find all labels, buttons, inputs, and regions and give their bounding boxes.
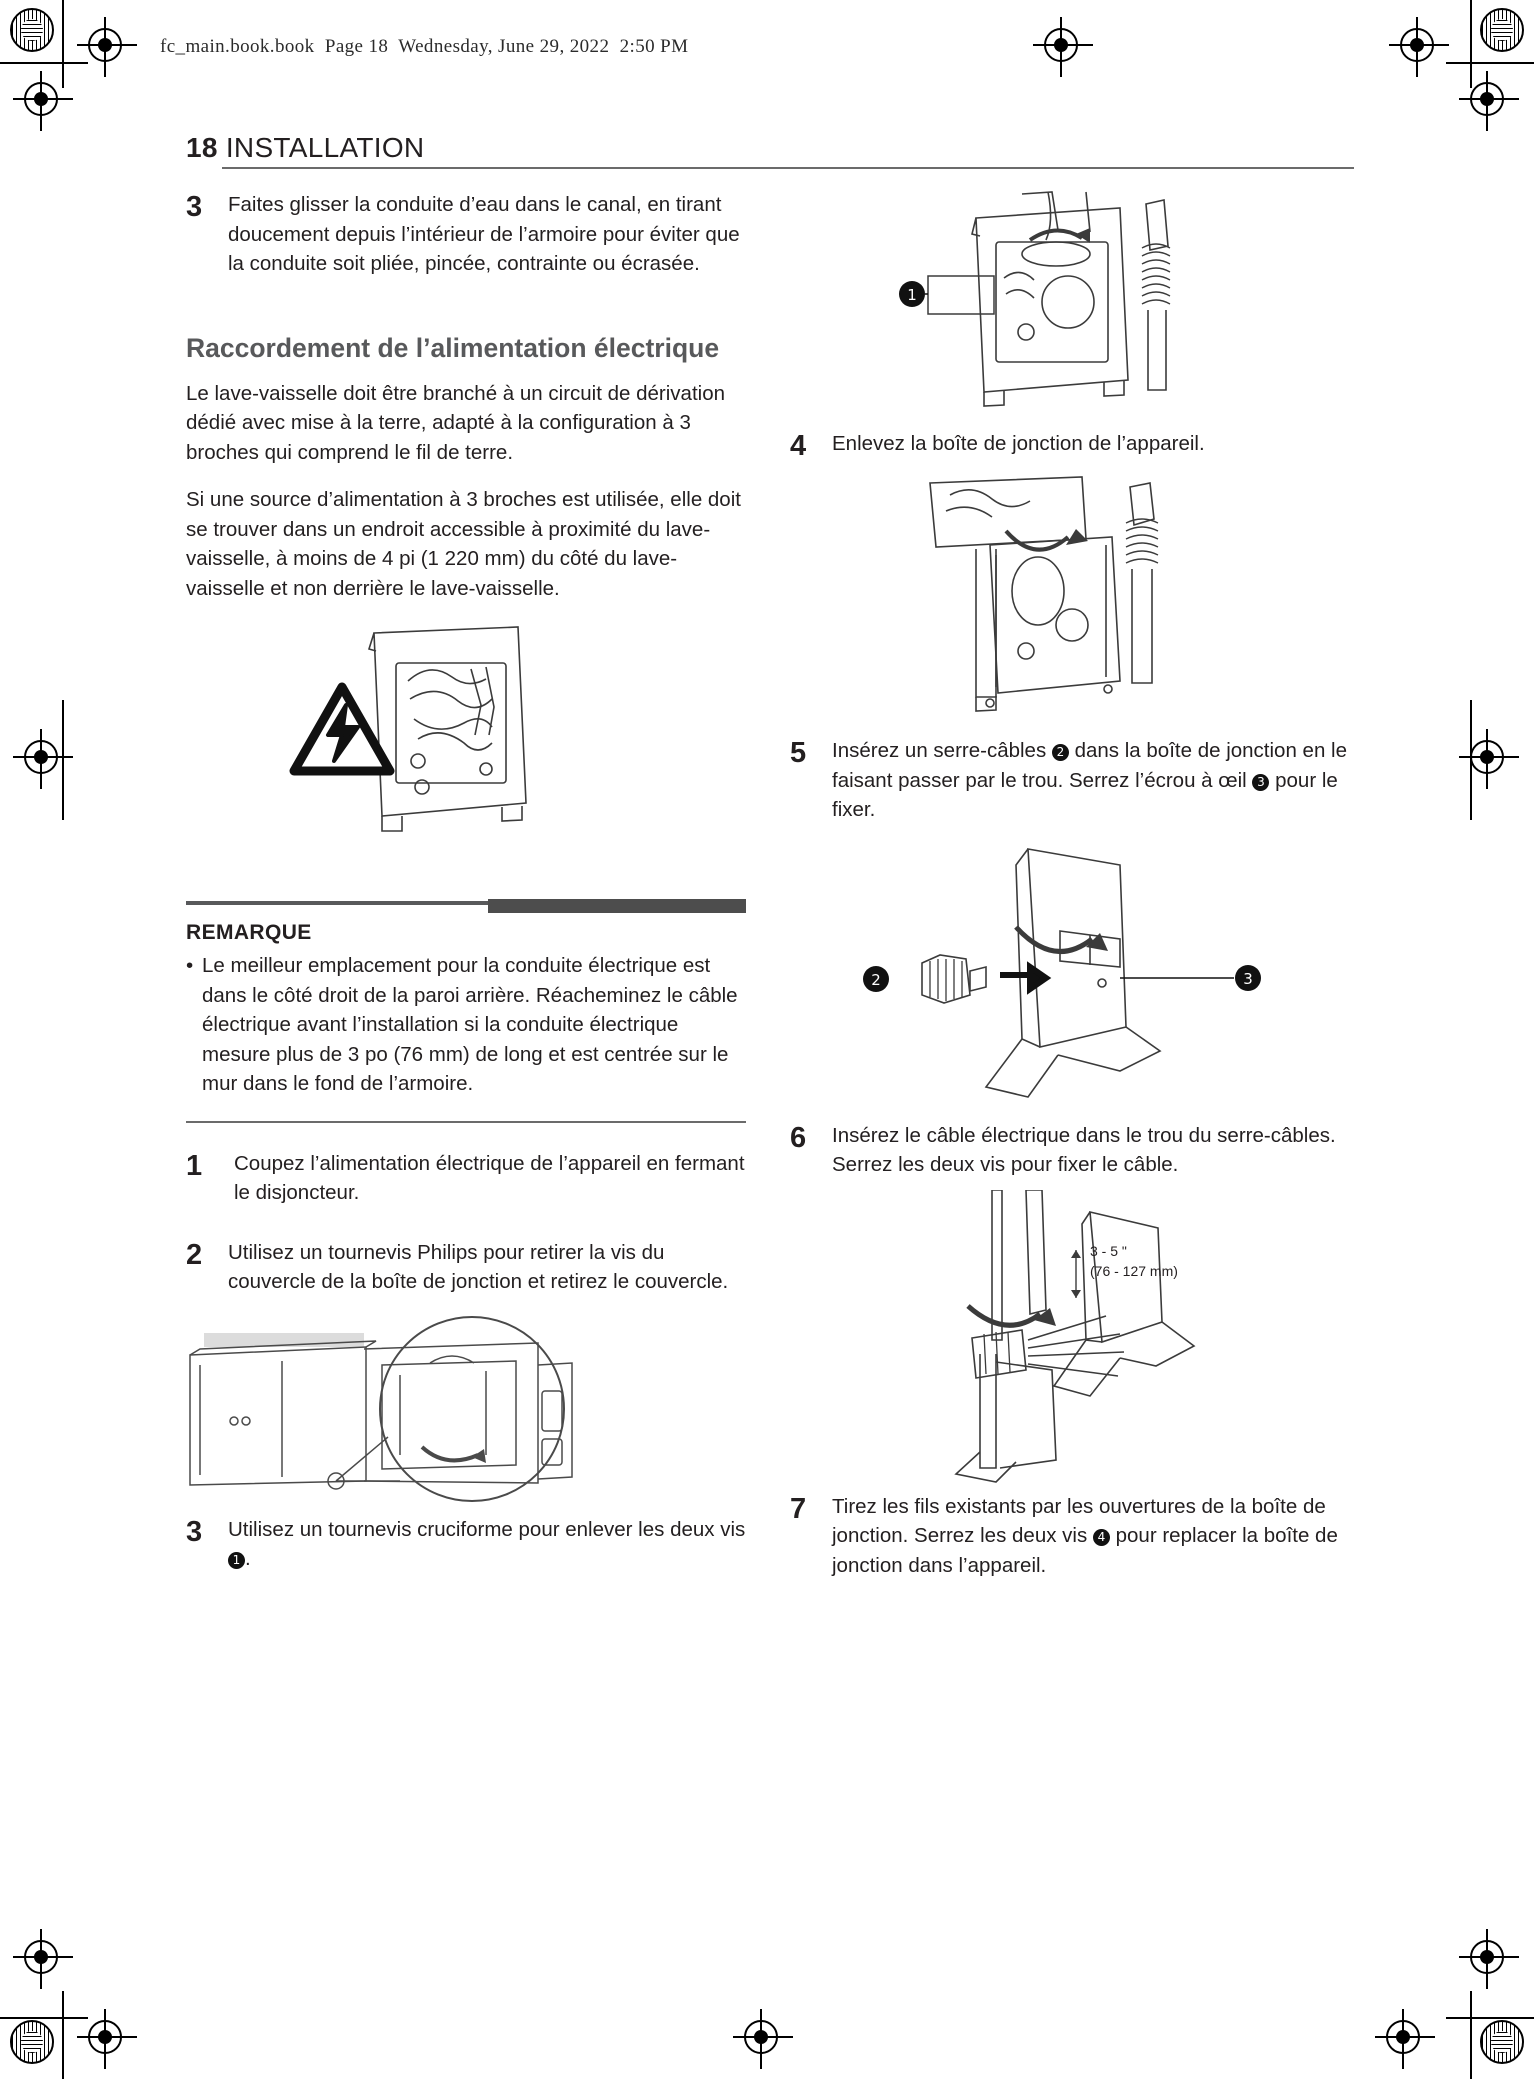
figure-dishwasher-junction-detail bbox=[186, 1305, 746, 1515]
section-heading-power-connection: Raccordement de l’alimentation électrique bbox=[186, 332, 720, 363]
note-title: REMARQUE bbox=[186, 921, 312, 944]
right-column bbox=[790, 190, 1350, 1584]
note-bottom-divider bbox=[186, 1121, 746, 1123]
step-text bbox=[832, 1492, 1350, 1581]
figure-junction-box-wiring bbox=[186, 621, 746, 871]
halftone-mark-top-right bbox=[1480, 8, 1524, 52]
reg-target-tr bbox=[1044, 28, 1078, 62]
callout-badge-3: 3 bbox=[1252, 774, 1269, 791]
figure-callout-2 bbox=[863, 966, 889, 992]
electric-shock-hazard-icon bbox=[294, 687, 390, 771]
svg-text:3: 3 bbox=[1243, 969, 1253, 988]
dimension-label-mm: (76 - 127 mm) bbox=[1090, 1262, 1178, 1279]
step-text-before: Utilisez un tournevis cruciforme pour enlever les deux vis bbox=[228, 1517, 746, 1541]
dimension-label-inches: 3 - 5 " bbox=[1090, 1242, 1127, 1259]
step-number: 7 bbox=[790, 1492, 807, 1525]
callout-badge-2: 2 bbox=[1052, 744, 1069, 761]
reg-target-left-lower bbox=[24, 1940, 58, 1974]
note-accent-bar bbox=[186, 897, 746, 913]
step-number: 3 bbox=[186, 1515, 203, 1548]
step-text: Utilisez un tournevis Philips pour retirer la vis du couvercle de la boîte de jonction et retirez le couvercle. bbox=[228, 1240, 729, 1293]
figure-remove-junction-box bbox=[790, 475, 1350, 730]
reg-target-br bbox=[1386, 2020, 1420, 2054]
step-text-b: dans la boîte de jonction en le faisant passer par le trou. Serrez l’écrou à œil bbox=[832, 739, 1347, 792]
running-header: fc_main.book.book Page 18 Wednesday, June 29, 2022 2:50 PM bbox=[160, 36, 689, 57]
bullet-glyph: • bbox=[186, 954, 194, 977]
step-text bbox=[228, 1515, 746, 1574]
left-column bbox=[186, 190, 746, 1578]
figure-dimension-callout bbox=[1071, 1250, 1081, 1298]
step-text-c: pour le fixer. bbox=[832, 768, 1338, 821]
svg-text:1: 1 bbox=[907, 286, 917, 304]
paragraph-three-prong-outlet: Si une source d’alimentation à 3 broches est utilisée, elle doit se trouver dans un endroit accessible à proximité du lave-vaisselle, à moins de 4 pi (1 220 mm) du côté du lave-vaisselle et non derrière le lave-vaisselle. bbox=[186, 488, 741, 600]
step-number: 2 bbox=[186, 1238, 203, 1271]
halftone-mark-bottom-right bbox=[1480, 2020, 1524, 2064]
reg-target-right-mid bbox=[1470, 740, 1504, 774]
step-text-after: . bbox=[245, 1547, 251, 1570]
figure-junction-box-top bbox=[790, 190, 1350, 425]
reg-target-bc bbox=[744, 2020, 778, 2054]
figure-callout-3 bbox=[1120, 965, 1261, 991]
step-3-water-line bbox=[186, 190, 746, 279]
step-text: Enlevez la boîte de jonction de l’appareil. bbox=[832, 432, 1205, 455]
reg-target-left-mid bbox=[24, 740, 58, 774]
figure-cable-clamp-insertion bbox=[790, 835, 1350, 1115]
step-text: Insérez le câble électrique dans le trou du serre-câbles. Serrez les deux vis pour fixer le câble. bbox=[832, 1123, 1336, 1176]
step-5-cable-clamp bbox=[790, 736, 1350, 825]
step-text-a: Insérez un serre-câbles bbox=[832, 739, 1052, 762]
reg-target-right-lower bbox=[1470, 1940, 1504, 1974]
note-bullet-item bbox=[186, 951, 746, 1099]
step-text bbox=[832, 736, 1350, 825]
svg-text:2: 2 bbox=[871, 970, 881, 989]
reg-target-left-upper bbox=[24, 82, 58, 116]
step-text-after: pour replacer la boîte de jonction dans l’appareil. bbox=[832, 1524, 1338, 1577]
step-2-remove-cover bbox=[186, 1238, 746, 1297]
step-4-remove-junction-box bbox=[790, 429, 1350, 463]
paragraph-dedicated-circuit: Le lave-vaisselle doit être branché à un circuit de dérivation dédié avec mise à la terre, adapté à la configuration à 3 broches qui comprend le fil de terre. bbox=[186, 381, 725, 464]
reg-target-bl bbox=[88, 2020, 122, 2054]
step-text: Coupez l’alimentation électrique de l’appareil en fermant le disjoncteur. bbox=[234, 1151, 745, 1204]
step-number: 4 bbox=[790, 430, 807, 462]
step-number: 5 bbox=[790, 737, 807, 769]
page-title bbox=[186, 132, 424, 164]
reg-target-t2 bbox=[1400, 28, 1434, 62]
step-number: 6 bbox=[790, 1121, 807, 1154]
halftone-mark-top-left bbox=[10, 8, 54, 52]
step-number: 1 bbox=[186, 1149, 203, 1182]
callout-badge-1: 1 bbox=[228, 1552, 245, 1569]
note-text: Le meilleur emplacement pour la conduite électrique est dans le côté droit de la paroi arrière. Réacheminez le câble électrique avant l’installation si la conduite électrique mesure plus de 3 po (76 mm) de long et est centrée sur le mur dans le fond de l’armoire. bbox=[202, 954, 738, 1095]
step-text-before: Tirez les fils existants par les ouvertures de la boîte de jonction. Serrez les deux vis bbox=[832, 1494, 1326, 1547]
reg-target-tl bbox=[88, 28, 122, 62]
step-text: Faites glisser la conduite d’eau dans le canal, en tirant doucement depuis l’intérieur de l’armoire pour éviter que la conduite soit pliée, pincée, contrainte ou écrasée. bbox=[228, 193, 740, 275]
step-3b-remove-screws bbox=[186, 1515, 746, 1574]
callout-badge-4: 4 bbox=[1093, 1529, 1110, 1546]
step-1-power-off bbox=[186, 1149, 746, 1208]
step-6-insert-cable bbox=[790, 1121, 1350, 1180]
halftone-mark-bottom-left bbox=[10, 2020, 54, 2064]
page-section-name: INSTALLATION bbox=[225, 132, 425, 163]
title-divider bbox=[222, 167, 1354, 169]
page-number: 18 bbox=[186, 132, 218, 163]
step-number: 3 bbox=[186, 191, 203, 223]
step-7-pull-wires bbox=[790, 1492, 1350, 1581]
figure-cable-through-clamp bbox=[790, 1190, 1350, 1490]
reg-target-right-upper bbox=[1470, 82, 1504, 116]
